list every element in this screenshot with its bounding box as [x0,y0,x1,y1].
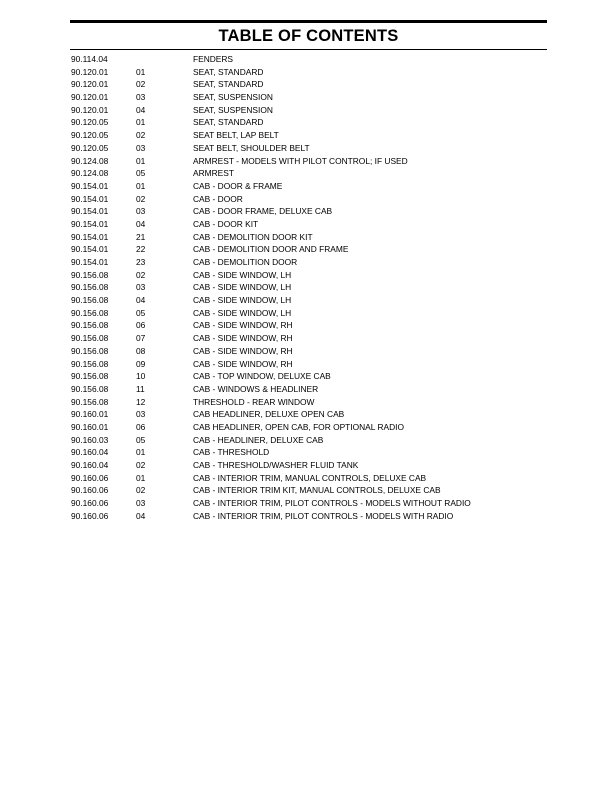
toc-row[interactable] [71,243,547,256]
toc-section-number: 90.160.06 [71,510,109,521]
toc-figure-number: 04 [136,510,146,521]
toc-row[interactable] [71,129,547,142]
toc-description: SEAT, STANDARD [193,117,264,128]
toc-row[interactable] [71,53,547,66]
toc-row[interactable] [71,446,547,459]
toc-figure-number: 01 [136,447,146,458]
toc-figure-number: 01 [136,66,146,77]
toc-section-number: 90.120.05 [71,117,109,128]
toc-figure-number: 09 [136,358,146,369]
toc-row[interactable] [71,142,547,155]
toc-description: SEAT, STANDARD [193,66,264,77]
toc-description: THRESHOLD - REAR WINDOW [193,396,315,407]
toc-figure-number: 01 [136,472,146,483]
toc-row[interactable] [71,155,547,168]
toc-row[interactable] [71,281,547,294]
toc-description: CAB - DEMOLITION DOOR KIT [193,231,313,242]
toc-row[interactable] [71,421,547,434]
toc-section-number: 90.156.08 [71,358,109,369]
toc-section-number: 90.154.01 [71,257,109,267]
toc-list [71,53,547,522]
toc-section-number: 90.124.08 [71,168,109,179]
toc-row[interactable] [71,269,547,282]
toc-section-number: 90.160.01 [71,409,109,420]
toc-description: CAB - SIDE WINDOW, LH [193,295,292,306]
toc-section-number: 90.154.01 [71,244,109,255]
toc-description: SEAT, STANDARD [193,79,264,90]
toc-figure-number: 01 [136,155,146,166]
toc-description: CAB - SIDE WINDOW, RH [193,333,293,344]
toc-description: SEAT BELT, LAP BELT [193,130,279,141]
title-underline [70,49,547,50]
toc-row[interactable] [71,484,547,497]
toc-row[interactable] [71,91,547,104]
toc-row[interactable] [71,497,547,510]
toc-description: ARMREST - MODELS WITH PILOT CONTROL; IF USED [193,155,408,166]
toc-section-number: 90.120.05 [71,142,109,153]
toc-figure-number: 06 [136,421,146,432]
toc-description: CAB - DOOR & FRAME [193,180,283,191]
toc-figure-number: 02 [136,193,146,204]
toc-description: ARMREST [193,168,234,179]
toc-figure-number: 02 [136,130,146,141]
toc-row[interactable] [71,180,547,193]
toc-section-number: 90.154.01 [71,180,109,191]
toc-section-number: 90.160.06 [71,472,109,483]
toc-section-number: 90.156.08 [71,269,109,280]
toc-description: CAB - INTERIOR TRIM, PILOT CONTROLS - MODELS WITH RADIO [193,510,454,521]
toc-description: CAB - SIDE WINDOW, RH [193,358,293,369]
toc-figure-number: 04 [136,218,146,229]
toc-description: SEAT, SUSPENSION [193,92,273,103]
toc-section-number: 90.156.08 [71,345,109,356]
toc-row[interactable] [71,319,547,332]
toc-section-number: 90.156.08 [71,396,109,407]
toc-description: SEAT, SUSPENSION [193,104,273,115]
toc-row[interactable] [71,167,547,180]
toc-section-number: 90.154.01 [71,193,109,204]
toc-row[interactable] [71,307,547,320]
toc-row[interactable] [71,294,547,307]
toc-description: CAB - SIDE WINDOW, LH [193,307,292,318]
toc-figure-number: 06 [136,320,146,331]
toc-figure-number: 23 [136,257,146,267]
toc-figure-number: 21 [136,231,146,242]
toc-section-number: 90.156.08 [71,282,109,293]
toc-figure-number: 01 [136,180,146,191]
toc-figure-number: 02 [136,79,146,90]
toc-figure-number: 05 [136,168,146,179]
toc-row[interactable] [71,370,547,383]
toc-figure-number: 03 [136,409,146,420]
toc-figure-number: 05 [136,434,146,445]
toc-description: CAB - SIDE WINDOW, LH [193,269,292,280]
toc-row[interactable] [71,510,547,523]
top-rule [70,20,547,23]
toc-figure-number: 02 [136,460,146,470]
toc-row[interactable] [71,434,547,447]
toc-description: CAB - DOOR FRAME, DELUXE CAB [193,206,333,217]
toc-section-number: 90.160.01 [71,421,109,432]
toc-figure-number: 11 [136,383,145,394]
toc-figure-number: 01 [136,117,146,128]
toc-row[interactable] [71,345,547,358]
toc-row[interactable] [71,78,547,91]
toc-section-number: 90.154.01 [71,206,109,217]
toc-section-number: 90.124.08 [71,155,109,166]
toc-figure-number: 03 [136,206,146,217]
toc-figure-number: 08 [136,345,146,356]
toc-figure-number: 12 [136,396,146,407]
toc-section-number: 90.160.04 [71,447,109,458]
toc-section-number: 90.154.01 [71,218,109,229]
toc-description: CAB - SIDE WINDOW, RH [193,345,293,356]
toc-description: CAB - SIDE WINDOW, RH [193,320,293,331]
toc-figure-number: 02 [136,485,146,496]
toc-description: CAB - DOOR [193,193,243,204]
toc-row[interactable] [71,205,547,218]
toc-figure-number: 04 [136,104,146,115]
toc-row[interactable] [71,104,547,117]
toc-row[interactable] [71,66,547,79]
toc-row[interactable] [71,408,547,421]
toc-row[interactable] [71,231,547,244]
toc-row[interactable] [71,472,547,485]
toc-section-number: 90.114.04 [71,54,108,64]
toc-row[interactable] [71,218,547,231]
toc-description: CAB - TOP WINDOW, DELUXE CAB [193,371,331,382]
toc-section-number: 90.156.08 [71,295,109,306]
toc-row[interactable] [71,256,547,269]
toc-section-number: 90.120.01 [71,92,109,103]
toc-description: SEAT BELT, SHOULDER BELT [193,142,310,153]
toc-section-number: 90.160.03 [71,434,109,445]
toc-section-number: 90.120.01 [71,104,109,115]
toc-section-number: 90.160.04 [71,460,109,470]
toc-description: CAB HEADLINER, DELUXE OPEN CAB [193,409,345,420]
toc-section-number: 90.160.06 [71,498,109,509]
toc-description: CAB - WINDOWS & HEADLINER [193,383,319,394]
toc-description: CAB - INTERIOR TRIM KIT, MANUAL CONTROLS, DELUXE CAB [193,485,441,496]
toc-figure-number: 03 [136,142,146,153]
toc-description: CAB - DEMOLITION DOOR [193,257,298,267]
toc-description: CAB - THRESHOLD [193,447,270,458]
toc-section-number: 90.156.08 [71,383,109,394]
toc-section-number: 90.156.08 [71,333,109,344]
toc-section-number: 90.120.01 [71,79,109,90]
toc-description: CAB - DOOR KIT [193,218,259,229]
toc-figure-number: 22 [136,244,146,255]
toc-description: CAB - INTERIOR TRIM, PILOT CONTROLS - MODELS WITHOUT RADIO [193,498,471,509]
toc-row[interactable] [71,383,547,396]
toc-description: CAB - THRESHOLD/WASHER FLUID TANK [193,460,359,470]
toc-description: CAB - HEADLINER, DELUXE CAB [193,434,324,445]
toc-row[interactable] [71,459,547,472]
toc-figure-number: 02 [136,269,146,280]
toc-description: FENDERS [193,54,234,64]
toc-section-number: 90.120.05 [71,130,109,141]
toc-section-number: 90.154.01 [71,231,109,242]
toc-section-number: 90.156.08 [71,371,109,382]
toc-row[interactable] [71,396,547,409]
toc-figure-number: 03 [136,498,146,509]
toc-figure-number: 05 [136,307,146,318]
toc-description: CAB - INTERIOR TRIM, MANUAL CONTROLS, DELUXE CAB [193,472,427,483]
toc-figure-number: 04 [136,295,146,306]
toc-row[interactable] [71,332,547,345]
toc-figure-number: 03 [136,92,146,103]
toc-section-number: 90.120.01 [71,66,109,77]
toc-row[interactable] [71,193,547,206]
toc-row[interactable] [71,116,547,129]
toc-figure-number: 07 [136,333,146,344]
toc-description: CAB - DEMOLITION DOOR AND FRAME [193,244,349,255]
toc-section-number: 90.156.08 [71,307,109,318]
toc-row[interactable] [71,358,547,371]
toc-section-number: 90.156.08 [71,320,109,331]
toc-figure-number: 10 [136,371,146,382]
page-title: TABLE OF CONTENTS [218,27,399,45]
toc-section-number: 90.160.06 [71,485,109,496]
toc-figure-number: 03 [136,282,146,293]
toc-description: CAB - SIDE WINDOW, LH [193,282,292,293]
toc-description: CAB HEADLINER, OPEN CAB, FOR OPTIONAL RADIO [193,421,404,432]
